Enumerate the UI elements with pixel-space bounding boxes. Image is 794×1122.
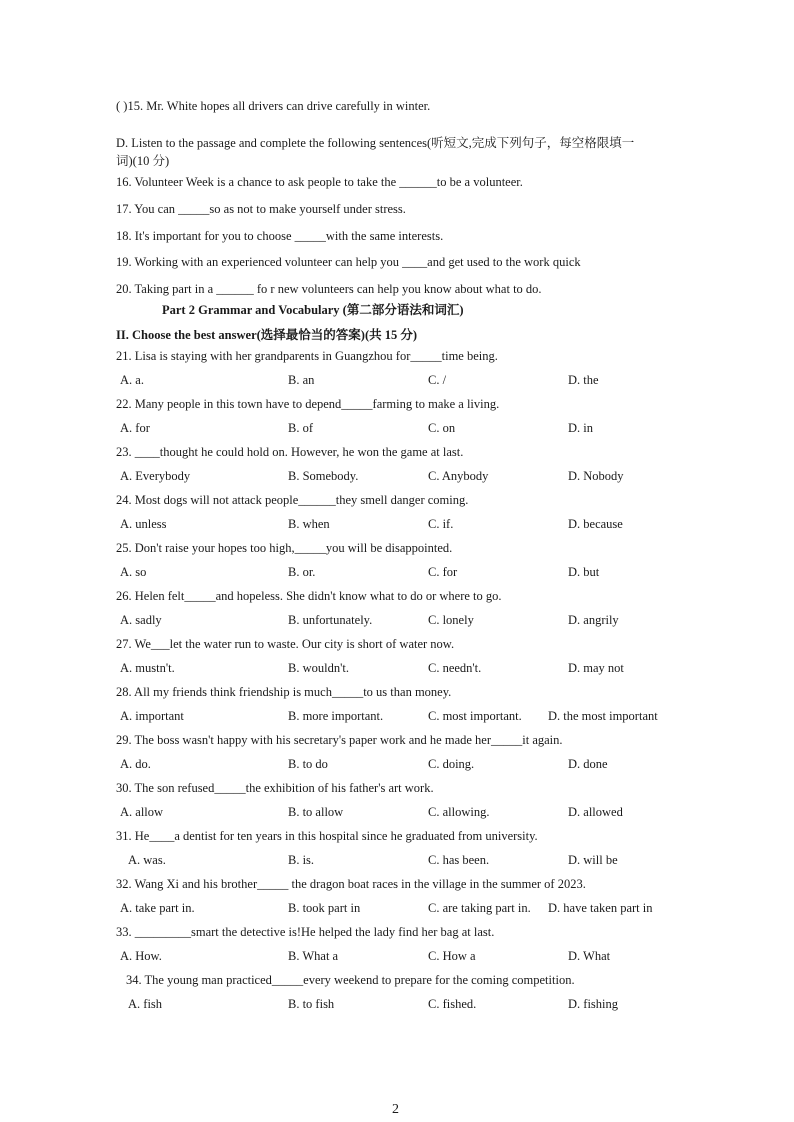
listening-16: 16. Volunteer Week is a chance to ask people to take the ______to be a volunteer. xyxy=(116,175,523,189)
answer-option: C. on xyxy=(428,421,456,435)
question-text: 22. Many people in this town have to depend_____farming to make a living. xyxy=(116,397,500,411)
answer-option: A. so xyxy=(120,565,147,579)
answer-option: A. allow xyxy=(120,805,164,819)
answer-option: B. to do xyxy=(288,757,328,771)
answer-option: A. take part in. xyxy=(120,901,195,915)
answer-option: A. fish xyxy=(128,997,163,1011)
question-text: 24. Most dogs will not attack people______they smell danger coming. xyxy=(116,493,469,507)
question-text: 21. Lisa is staying with her grandparents in Guangzhou for_____time being. xyxy=(116,349,498,363)
answer-option: B. more important. xyxy=(288,709,384,723)
answer-option: B. What a xyxy=(288,949,339,963)
answer-option: C. most important. xyxy=(428,709,522,723)
answer-option: A. How. xyxy=(120,949,162,963)
listening-19: 19. Working with an experienced volunteer can help you ____and get used to the work quick xyxy=(116,255,581,269)
question-text: 23. ____thought he could hold on. However, he won the game at last. xyxy=(116,445,464,459)
answer-option: B. is. xyxy=(288,853,315,867)
answer-option: D. have taken part in xyxy=(548,901,653,915)
question-text: 33. _________smart the detective is!He helped the lady find her bag at last. xyxy=(116,925,495,939)
answer-option: C. fished. xyxy=(428,997,477,1011)
answer-option: B. when xyxy=(288,517,330,531)
answer-option: A. mustn't. xyxy=(120,661,175,675)
answer-option: C. for xyxy=(428,565,458,579)
answer-option: C. if. xyxy=(428,517,454,531)
answer-option: D. allowed xyxy=(568,805,623,819)
question-text: 30. The son refused_____the exhibition of his father's art work. xyxy=(116,781,434,795)
answer-option: D. in xyxy=(568,421,593,435)
answer-option: A. unless xyxy=(120,517,167,531)
answer-option: D. because xyxy=(568,517,623,531)
answer-option: D. Nobody xyxy=(568,469,624,483)
answer-option: B. to allow xyxy=(288,805,344,819)
question-text: 29. The boss wasn't happy with his secretary's paper work and he made her_____it again. xyxy=(116,733,563,747)
question-text: 34. The young man practiced_____every weekend to prepare for the coming competition. xyxy=(126,973,575,987)
answer-option: C. allowing. xyxy=(428,805,490,819)
listening-17: 17. You can _____so as not to make yourself under stress. xyxy=(116,202,406,216)
answer-option: D. will be xyxy=(568,853,618,867)
answer-option: B. to fish xyxy=(288,997,335,1011)
answer-option: C. How a xyxy=(428,949,476,963)
answer-option: C. lonely xyxy=(428,613,474,627)
listening-20: 20. Taking part in a ______ fo r new volunteers can help you know about what to do. xyxy=(116,282,542,296)
question-text: 25. Don't raise your hopes too high,_____you will be disappointed. xyxy=(116,541,453,555)
section2-title: II. Choose the best answer(选择最恰当的答案)(共 15 分) xyxy=(116,328,418,342)
answer-option: B. took part in xyxy=(288,901,361,915)
answer-option: C. / xyxy=(428,373,447,387)
question-text: 32. Wang Xi and his brother_____ the dragon boat races in the village in the summer of 2023. xyxy=(116,877,586,891)
answer-option: C. needn't. xyxy=(428,661,482,675)
question-15: ( )15. Mr. White hopes all drivers can drive carefully in winter. xyxy=(116,99,431,113)
answer-option: A. important xyxy=(120,709,184,723)
page-number: 2 xyxy=(392,1102,399,1117)
answer-option: D. may not xyxy=(568,661,624,675)
question-text: 28. All my friends think friendship is much_____to us than money. xyxy=(116,685,452,699)
answer-option: A. Everybody xyxy=(120,469,191,483)
answer-option: B. Somebody. xyxy=(288,469,359,483)
section-d-line1: D. Listen to the passage and complete the following sentences(听短文,完成下列句子，每空格限填一 xyxy=(116,136,635,150)
question-text: 26. Helen felt_____and hopeless. She didn't know what to do or where to go. xyxy=(116,589,502,603)
answer-option: C. are taking part in. xyxy=(428,901,531,915)
question-text: 31. He____a dentist for ten years in this hospital since he graduated from university. xyxy=(116,829,538,843)
answer-option: A. sadly xyxy=(120,613,162,627)
answer-option: B. wouldn't. xyxy=(288,661,349,675)
answer-option: A. was. xyxy=(128,853,166,867)
section-d-line2: 词)(10 分) xyxy=(116,154,170,168)
answer-option: D. the xyxy=(568,373,599,387)
listening-18: 18. It's important for you to choose _____with the same interests. xyxy=(116,229,444,243)
answer-option: D. What xyxy=(568,949,611,963)
question-text: 27. We___let the water run to waste. Our city is short of water now. xyxy=(116,637,455,651)
answer-option: B. an xyxy=(288,373,315,387)
answer-option: A. a. xyxy=(120,373,144,387)
answer-option: A. for xyxy=(120,421,150,435)
answer-option: B. or. xyxy=(288,565,316,579)
part2-title: Part 2 Grammar and Vocabulary (第二部分语法和词汇) xyxy=(162,303,464,317)
answer-option: B. unfortunately. xyxy=(288,613,373,627)
answer-option: D. fishing xyxy=(568,997,618,1011)
answer-option: D. angrily xyxy=(568,613,619,627)
answer-option: D. the most important xyxy=(548,709,658,723)
answer-option: D. but xyxy=(568,565,600,579)
answer-option: A. do. xyxy=(120,757,151,771)
answer-option: C. doing. xyxy=(428,757,475,771)
answer-option: C. Anybody xyxy=(428,469,489,483)
answer-option: D. done xyxy=(568,757,608,771)
answer-option: C. has been. xyxy=(428,853,490,867)
answer-option: B. of xyxy=(288,421,313,435)
